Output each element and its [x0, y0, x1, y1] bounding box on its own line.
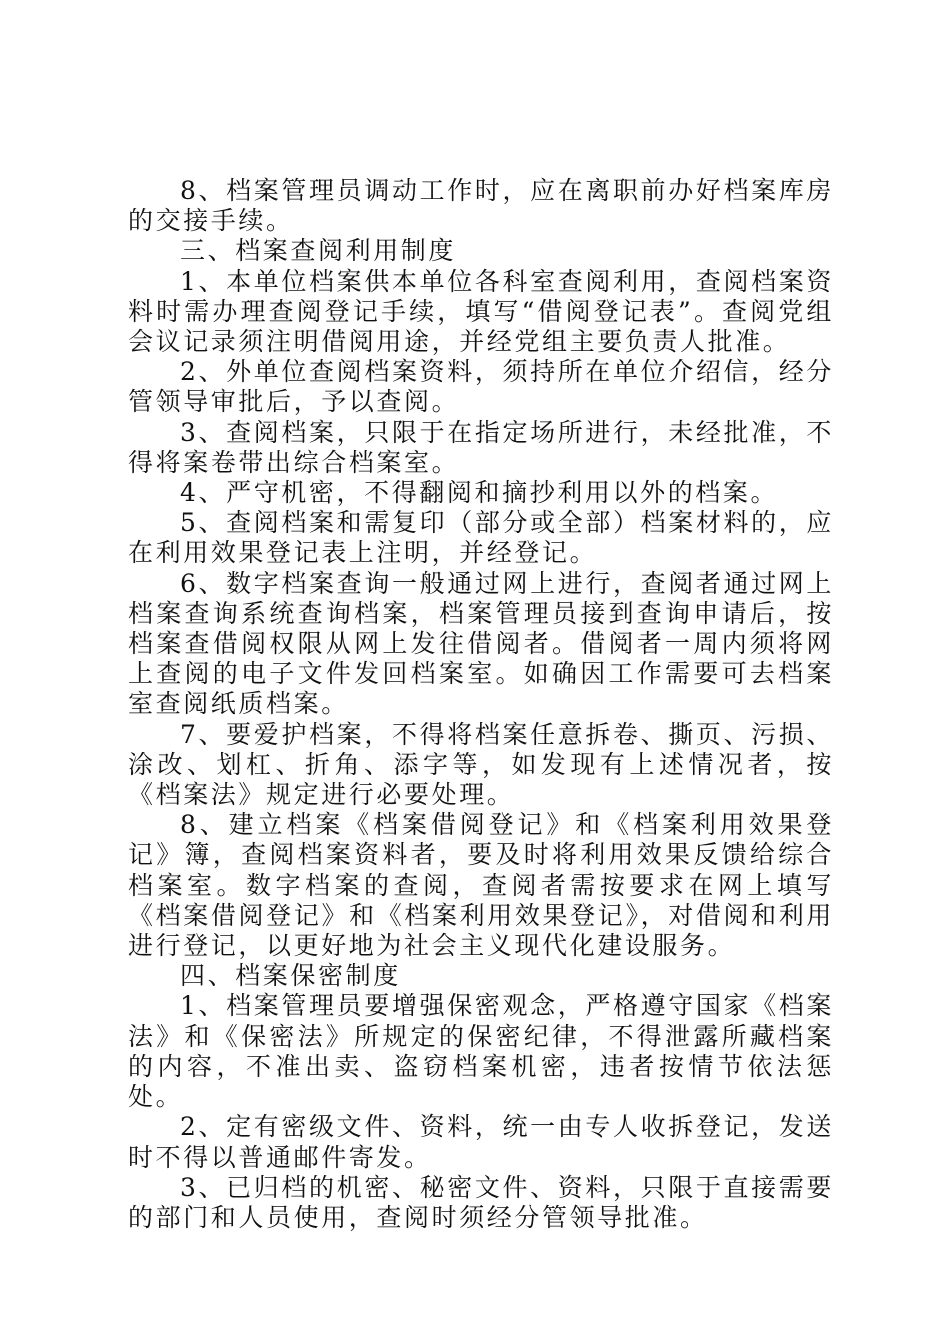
paragraph-borrowing-register: 8、建立档案《档案借阅登记》和《档案利用效果登记》簿，查阅档案资料者，要及时将利用效果反馈给综合档案室。数字档案的查阅，查阅者需按要求在网上填写《档案借阅登记》和《档案利用效果登记》，对借阅和利用进行登记，以更好地为社会主义现代化建设服务。	[128, 810, 834, 961]
section-heading-access-policy: 三、档案查阅利用制度	[180, 236, 457, 266]
paragraph-confidentiality: 4、严守机密，不得翻阅和摘抄利用以外的档案。	[180, 478, 779, 508]
paragraph-archivist-handover: 8、档案管理员调动工作时，应在离职前办好档案库房的交接手续。	[128, 176, 834, 236]
paragraph-digital-query: 6、数字档案查询一般通过网上进行，查阅者通过网上档案查询系统查询档案，档案管理员接到查询申请后，按档案查借阅权限从网上发往借阅者。借阅者一周内须将网上查阅的电子文件发回档案室。如确因工作需要可去档案室查阅纸质档案。	[128, 568, 834, 719]
paragraph-secrecy-awareness: 1、档案管理员要增强保密观念，严格遵守国家《档案法》和《保密法》所规定的保密纪律，不得泄露所藏档案的内容，不准出卖、盗窃档案机密，违者按情节依法惩处。	[128, 991, 834, 1112]
document-body	[128, 176, 834, 1233]
paragraph-classified-use: 3、已归档的机密、秘密文件、资料，只限于直接需要的部门和人员使用，查阅时须经分管领导批准。	[128, 1172, 834, 1232]
paragraph-care-of-archives: 7、要爱护档案，不得将档案任意拆卷、撕页、污损、涂改、划杠、折角、添字等，如发现有上述情况者，按《档案法》规定进行必要处理。	[128, 719, 834, 810]
paragraph-internal-access: 1、本单位档案供本单位各科室查阅利用，查阅档案资料时需办理查阅登记手续，填写“借阅登记表”。查阅党组会议记录须注明借阅用途，并经党组主要负责人批准。	[128, 266, 834, 357]
paragraph-copy-registration: 5、查阅档案和需复印（部分或全部）档案材料的，应在利用效果登记表上注明，并经登记。	[128, 508, 834, 568]
paragraph-classified-mail: 2、定有密级文件、资料，统一由专人收拆登记，发送时不得以普通邮件寄发。	[128, 1112, 834, 1172]
section-heading-secrecy-policy: 四、档案保密制度	[180, 961, 401, 991]
paragraph-designated-location: 3、查阅档案，只限于在指定场所进行，未经批准，不得将案卷带出综合档案室。	[128, 417, 834, 477]
paragraph-external-access: 2、外单位查阅档案资料，须持所在单位介绍信，经分管领导审批后，予以查阅。	[128, 357, 834, 417]
